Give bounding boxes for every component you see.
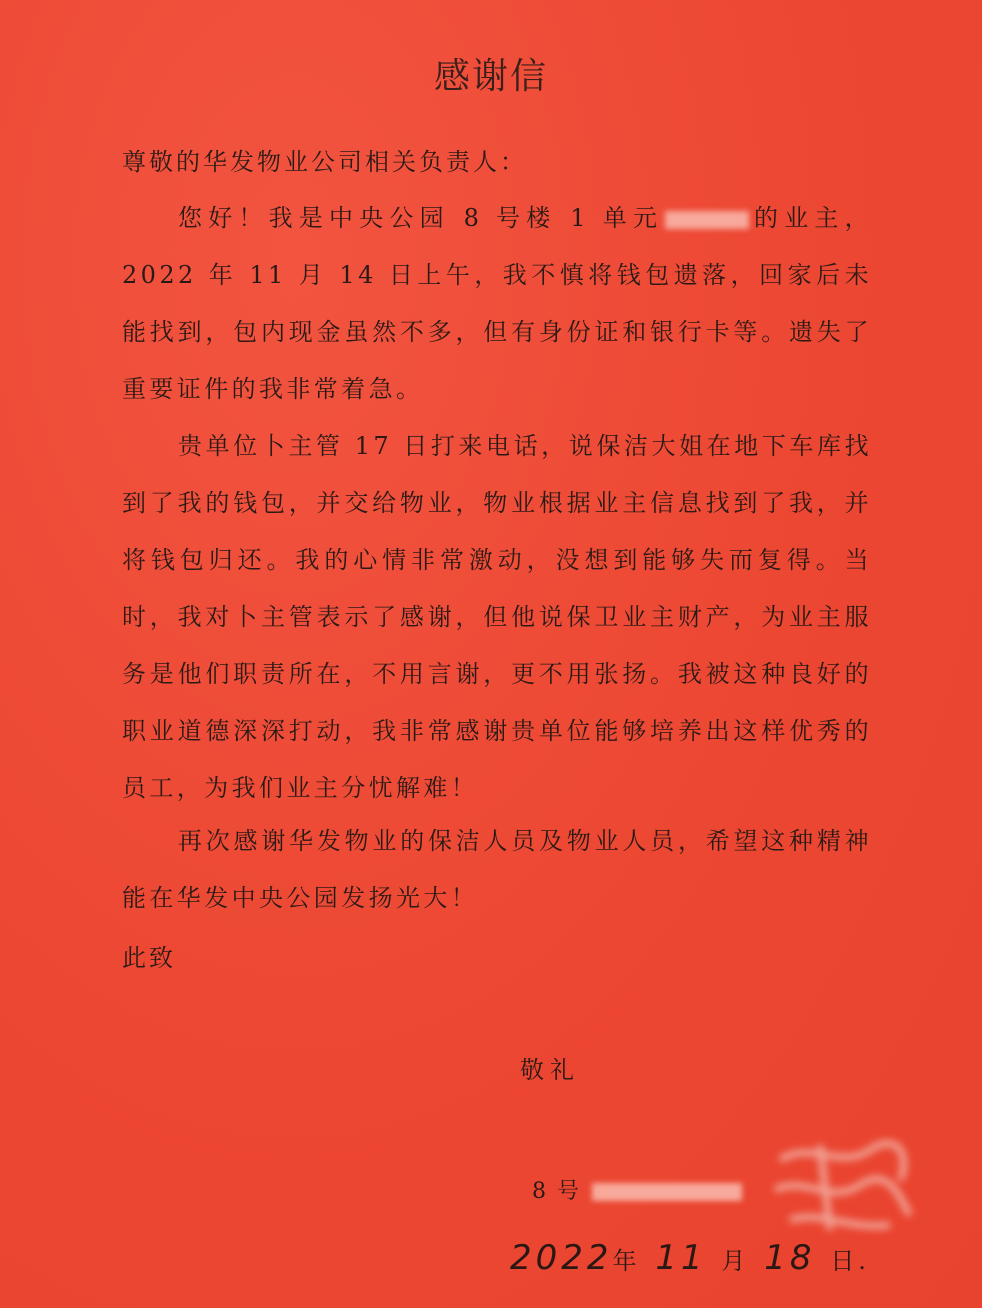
redacted-signature <box>760 1130 920 1240</box>
redacted-unit-number <box>665 211 749 229</box>
paragraph-1-start: 您好！我是中央公园 8 号楼 1 单元 <box>178 204 664 232</box>
date-day: 18 <box>764 1238 816 1278</box>
date-month-char: 月 <box>721 1247 750 1275</box>
date-day-char: 日. <box>830 1247 870 1275</box>
signature-prefix: 8 号 <box>532 1179 581 1204</box>
closing: 此致 <box>122 944 176 972</box>
paragraph-1-end: 的业主，2022 年 11 月 14 日上午，我不慎将钱包遗落，回家后未能找到，包内现金虽然不多，但有身份证和银行卡等。遗失了重要证件的我非常着急。 <box>122 204 872 403</box>
date-year: 2022 <box>510 1238 613 1278</box>
date-month: 11 <box>655 1238 707 1278</box>
paragraph-2: 贵单位卜主管 17 日打来电话，说保洁大姐在地下车库找到了我的钱包，并交给物业，物业根据业主信息找到了我，并将钱包归还。我的心情非常激动，没想到能够失而复得。当时，我对卜主管表示了感谢，但他说保卫业主财产，为业主服务是他们职责所在，不用言谢，更不用张扬。我被这种良好的职业道德深深打动，我非常感谢贵单位能够培养出这样优秀的员工，为我们业主分忧解难！ <box>122 432 872 802</box>
date-year-char: 年 <box>612 1247 641 1275</box>
paragraph-3: 再次感谢华发物业的保洁人员及物业人员，希望这种精神能在华发中央公园发扬光大！ <box>122 827 872 912</box>
regards: 敬礼 <box>520 1056 580 1084</box>
salutation: 尊敬的华发物业公司相关负责人： <box>122 148 527 176</box>
signature-line <box>532 1174 744 1205</box>
paragraph-1 <box>122 190 872 418</box>
letter-title: 感谢信 <box>433 56 548 97</box>
handwritten-date <box>510 1238 870 1278</box>
redacted-signer <box>592 1183 742 1201</box>
